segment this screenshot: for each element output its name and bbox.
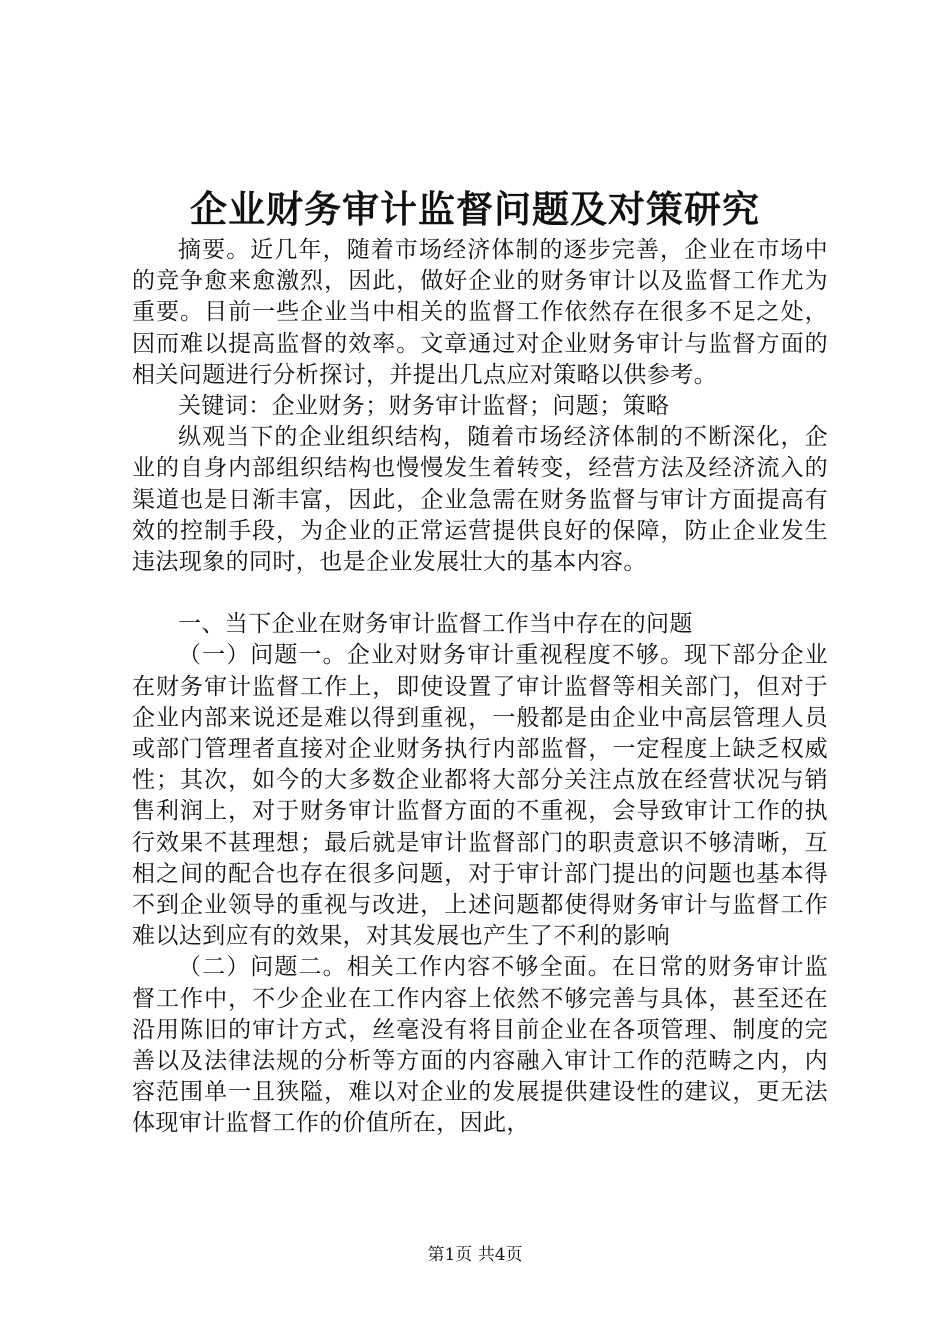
intro-paragraph: 纵观当下的企业组织结构，随着市场经济体制的不断深化，企业的自身内部组织结构也慢慢发生着转变，经营方法及经济流入的渠道也是日渐丰富，因此，企业急需在财务监督与审计方面提高有效的控制手段，为企业的正常运营提供良好的保障，防止企业发生违法现象的同时，也是企业发展壮大的基本内容。 [132, 424, 828, 576]
abstract-paragraph: 摘要。近几年，随着市场经济体制的逐步完善，企业在市场中的竞争愈来愈激烈，因此，做好企业的财务审计以及监督工作尤为重要。目前一些企业当中相关的监督工作依然存在很多不足之处，因而难以提高监督的效率。文章通过对企业财务审计与监督方面的相关问题进行分析探讨，并提出几点应对策略以供参考。 [132, 237, 828, 388]
keywords-paragraph: 关键词：企业财务；财务审计监督；问题；策略 [178, 393, 670, 420]
page-title: 企业财务审计监督问题及对策研究 [190, 187, 760, 231]
page-footer: 第1页 共4页 [427, 1245, 523, 1265]
section-heading: 一、当下企业在财务审计监督工作当中存在的问题 [178, 611, 693, 638]
document-body [132, 235, 828, 1140]
problem-one-paragraph: （一）问题一。企业对财务审计重视程度不够。现下部分企业在财务审计监督工作上，即使设置了审计监督等相关部门，但对于企业内部来说还是难以得到重视，一般都是由企业中高层管理人员或部门管理者直接对企业财务执行内部监督，一定程度上缺乏权威性；其次，如今的大多数企业都将大部分关注点放在经营状况与销售利润上，对于财务审计监督方面的不重视，会导致审计工作的执行效果不甚理想；最后就是审计监督部门的职责意识不够清晰，互相之间的配合也存在很多问题，对于审计部门提出的问题也基本得不到企业领导的重视与改进，上述问题都使得财务审计与监督工作难以达到应有的效果，对其发展也产生了不利的影响 [132, 642, 828, 950]
problem-two-paragraph: （二）问题二。相关工作内容不够全面。在日常的财务审计监督工作中，不少企业在工作内容上依然不够完善与具体，甚至还在沿用陈旧的审计方式，丝毫没有将目前企业在各项管理、制度的完善以及法律法规的分析等方面的内容融入审计工作的范畴之内，内容范围单一且狭隘，难以对企业的发展提供建设性的建议，更无法体现审计监督工作的价值所在，因此， [132, 954, 828, 1137]
